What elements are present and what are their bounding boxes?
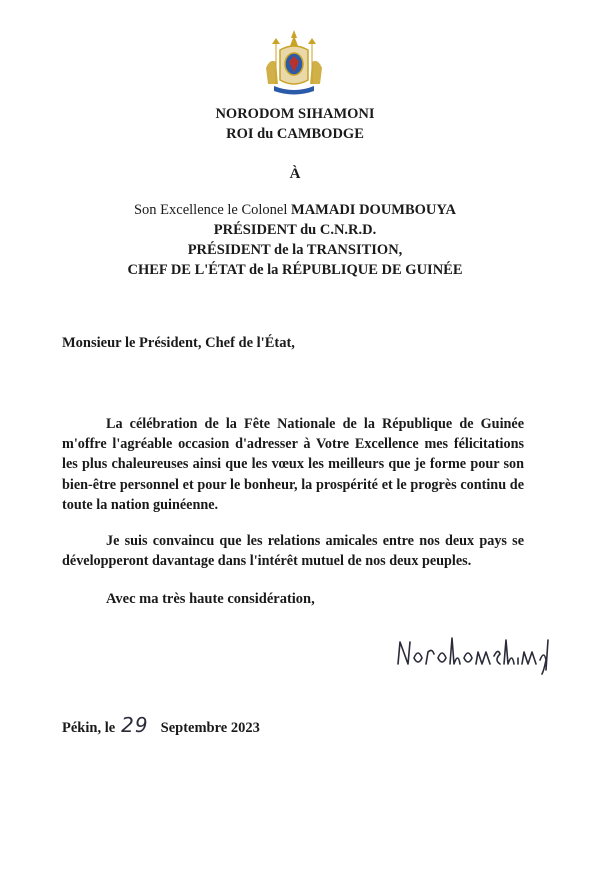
royal-coat-of-arms-icon: [258, 28, 330, 100]
closing-phrase: Avec ma très haute considération,: [106, 591, 315, 607]
date-day-handwritten: 29: [121, 713, 149, 737]
body-paragraph-1: [62, 414, 524, 515]
recipient-line-1: [0, 200, 590, 220]
date-month-year: Septembre 2023: [160, 720, 260, 736]
recipient-line-2: PRÉSIDENT du C.N.R.D.: [213, 222, 377, 238]
paragraph-2-text: Je suis convaincu que les relations amicales entre nos deux pays se développeront davantage dans l'intérêt mutuel de nos deux peuples.: [62, 533, 524, 570]
recipient-line-3: PRÉSIDENT de la TRANSITION,: [187, 242, 403, 258]
sender-name: NORODOM SIHAMONI: [215, 106, 375, 122]
recipient-prefix: Son Excellence le Colonel: [133, 202, 292, 218]
dateline: [62, 713, 260, 737]
to-marker: À: [289, 166, 301, 182]
handwritten-signature: [394, 630, 554, 676]
salutation: Monsieur le Président, Chef de l'État,: [62, 335, 295, 351]
paragraph-1-text: La célébration de la Fête Nationale de la République de Guinée m'offre l'agréable occasion d'adresser à Votre Excellence mes félicitations les plus chaleureuses ainsi que les vœux les meilleurs que je forme pour son bien-être personnel et pour le bonheur, la prospérité et le progrès continu de toute la nation guinéenne.: [62, 416, 524, 513]
sender-block: [0, 104, 590, 144]
body-paragraph-2: [62, 531, 524, 571]
recipient-line-4: CHEF DE L'ÉTAT de la RÉPUBLIQUE DE GUINÉE: [127, 262, 463, 278]
sender-title: ROI du CAMBODGE: [226, 126, 364, 142]
date-place: Pékin, le: [62, 720, 116, 736]
recipient-name: MAMADI DOUMBOUYA: [291, 202, 457, 218]
recipient-block: [0, 200, 590, 280]
